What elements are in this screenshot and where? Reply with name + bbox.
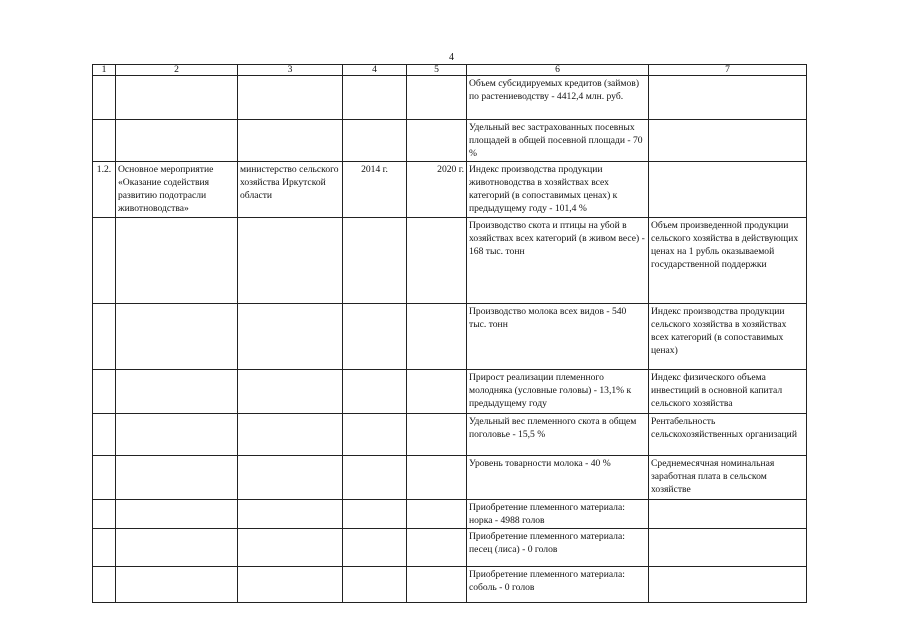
table-cell-col-6: Приобретение племенного материала: песец (лиса) - 0 голов: [467, 529, 649, 567]
table-cell-col-5: [407, 304, 467, 370]
table-cell-col-1: [93, 76, 116, 120]
table-row: [93, 76, 807, 120]
table-row: [93, 370, 807, 414]
table-cell-col-2: [116, 500, 238, 529]
table-cell-col-4: 2014 г.: [343, 162, 407, 218]
table-row: [93, 120, 807, 162]
table-cell-col-1: [93, 500, 116, 529]
table-cell-col-2: [116, 76, 238, 120]
header-col-4: 4: [343, 65, 407, 76]
table-cell-col-7: [649, 500, 807, 529]
page-number: 4: [449, 52, 454, 63]
header-col-6: 6: [467, 65, 649, 76]
table-cell-col-2: [116, 370, 238, 414]
table-row: [93, 567, 807, 603]
table-cell-col-5: [407, 370, 467, 414]
table-cell-col-3: [238, 304, 343, 370]
table-cell-col-3: министерство сельского хозяйства Иркутской области: [238, 162, 343, 218]
table-cell-col-2: [116, 567, 238, 603]
table-cell-col-4: [343, 567, 407, 603]
table-row: [93, 414, 807, 456]
table-cell-col-3: [238, 414, 343, 456]
table-cell-col-1: [93, 120, 116, 162]
table-cell-col-5: [407, 500, 467, 529]
table-cell-col-6: Удельный вес застрахованных посевных площадей в общей посевной площади - 70 %: [467, 120, 649, 162]
table-cell-col-3: [238, 500, 343, 529]
table-cell-col-3: [238, 120, 343, 162]
table-cell-col-5: [407, 567, 467, 603]
header-col-1: 1: [93, 65, 116, 76]
table-cell-col-4: [343, 370, 407, 414]
table-cell-col-7: [649, 567, 807, 603]
table-cell-col-4: [343, 120, 407, 162]
table-cell-col-5: 2020 г.: [407, 162, 467, 218]
table-cell-col-2: [116, 120, 238, 162]
table-cell-col-6: Приобретение племенного материала: соболь - 0 голов: [467, 567, 649, 603]
table-cell-col-5: [407, 120, 467, 162]
table-row: [93, 500, 807, 529]
table-cell-col-4: [343, 76, 407, 120]
table-cell-col-3: [238, 76, 343, 120]
table-cell-col-7: [649, 529, 807, 567]
table-cell-col-5: [407, 529, 467, 567]
table-cell-col-1: [93, 304, 116, 370]
table-cell-col-2: [116, 456, 238, 500]
table-cell-col-1: 1.2.: [93, 162, 116, 218]
table-cell-col-5: [407, 76, 467, 120]
table-cell-col-6: Приобретение племенного материала: норка - 4988 голов: [467, 500, 649, 529]
table-cell-col-1: [93, 456, 116, 500]
table-cell-col-7: Индекс производства продукции сельского хозяйства в хозяйствах всех категорий (в сопоставимых ценах): [649, 304, 807, 370]
table-cell-col-4: [343, 304, 407, 370]
table-cell-col-2: [116, 304, 238, 370]
table-cell-col-4: [343, 456, 407, 500]
measures-table: [92, 64, 807, 603]
header-col-5: 5: [407, 65, 467, 76]
table-cell-col-7: [649, 76, 807, 120]
table-cell-col-6: Уровень товарности молока - 40 %: [467, 456, 649, 500]
table-row: [93, 304, 807, 370]
table-cell-col-6: Индекс производства продукции животноводства в хозяйствах всех категорий (в сопоставимых ценах) к предыдущему году - 101,4 %: [467, 162, 649, 218]
table-cell-col-6: Прирост реализации племенного молодняка (условные головы) - 13,1% к предыдущему году: [467, 370, 649, 414]
table-cell-col-1: [93, 414, 116, 456]
table-cell-col-3: [238, 456, 343, 500]
table-cell-col-7: Объем произведенной продукции сельского хозяйства в действующих ценах на 1 рубль оказываемой государственной поддержки: [649, 218, 807, 304]
table-cell-col-6: Производство скота и птицы на убой в хозяйствах всех категорий (в живом весе) - 168 тыс. тонн: [467, 218, 649, 304]
table-row: [93, 162, 807, 218]
table-cell-col-6: Объем субсидируемых кредитов (займов) по растениеводству - 4412,4 млн. руб.: [467, 76, 649, 120]
table-cell-col-1: [93, 370, 116, 414]
table-cell-col-1: [93, 567, 116, 603]
table-row: [93, 529, 807, 567]
table-cell-col-6: Удельный вес племенного скота в общем поголовье - 15,5 %: [467, 414, 649, 456]
table-cell-col-3: [238, 529, 343, 567]
header-col-2: 2: [116, 65, 238, 76]
table-cell-col-2: [116, 218, 238, 304]
table-cell-col-7: [649, 162, 807, 218]
table-cell-col-2: [116, 414, 238, 456]
table-cell-col-4: [343, 218, 407, 304]
table-cell-col-1: [93, 218, 116, 304]
table-cell-col-7: Среднемесячная номинальная заработная плата в сельском хозяйстве: [649, 456, 807, 500]
table-cell-col-5: [407, 456, 467, 500]
table-cell-col-2: [116, 529, 238, 567]
table-cell-col-7: [649, 120, 807, 162]
table-cell-col-4: [343, 414, 407, 456]
table-cell-col-7: Индекс физического объема инвестиций в основной капитал сельского хозяйства: [649, 370, 807, 414]
table-cell-col-3: [238, 370, 343, 414]
table-cell-col-5: [407, 414, 467, 456]
table-cell-col-2: Основное мероприятие «Оказание содействия развитию подотрасли животноводства»: [116, 162, 238, 218]
table-cell-col-5: [407, 218, 467, 304]
table-cell-col-3: [238, 218, 343, 304]
table-cell-col-4: [343, 529, 407, 567]
table-cell-col-6: Производство молока всех видов - 540 тыс. тонн: [467, 304, 649, 370]
table-cell-col-3: [238, 567, 343, 603]
table-cell-col-1: [93, 529, 116, 567]
table-cell-col-4: [343, 500, 407, 529]
header-col-7: 7: [649, 65, 807, 76]
header-row: [93, 65, 807, 76]
table-row: [93, 218, 807, 304]
header-col-3: 3: [238, 65, 343, 76]
table-cell-col-7: Рентабельность сельскохозяйственных организаций: [649, 414, 807, 456]
table-row: [93, 456, 807, 500]
